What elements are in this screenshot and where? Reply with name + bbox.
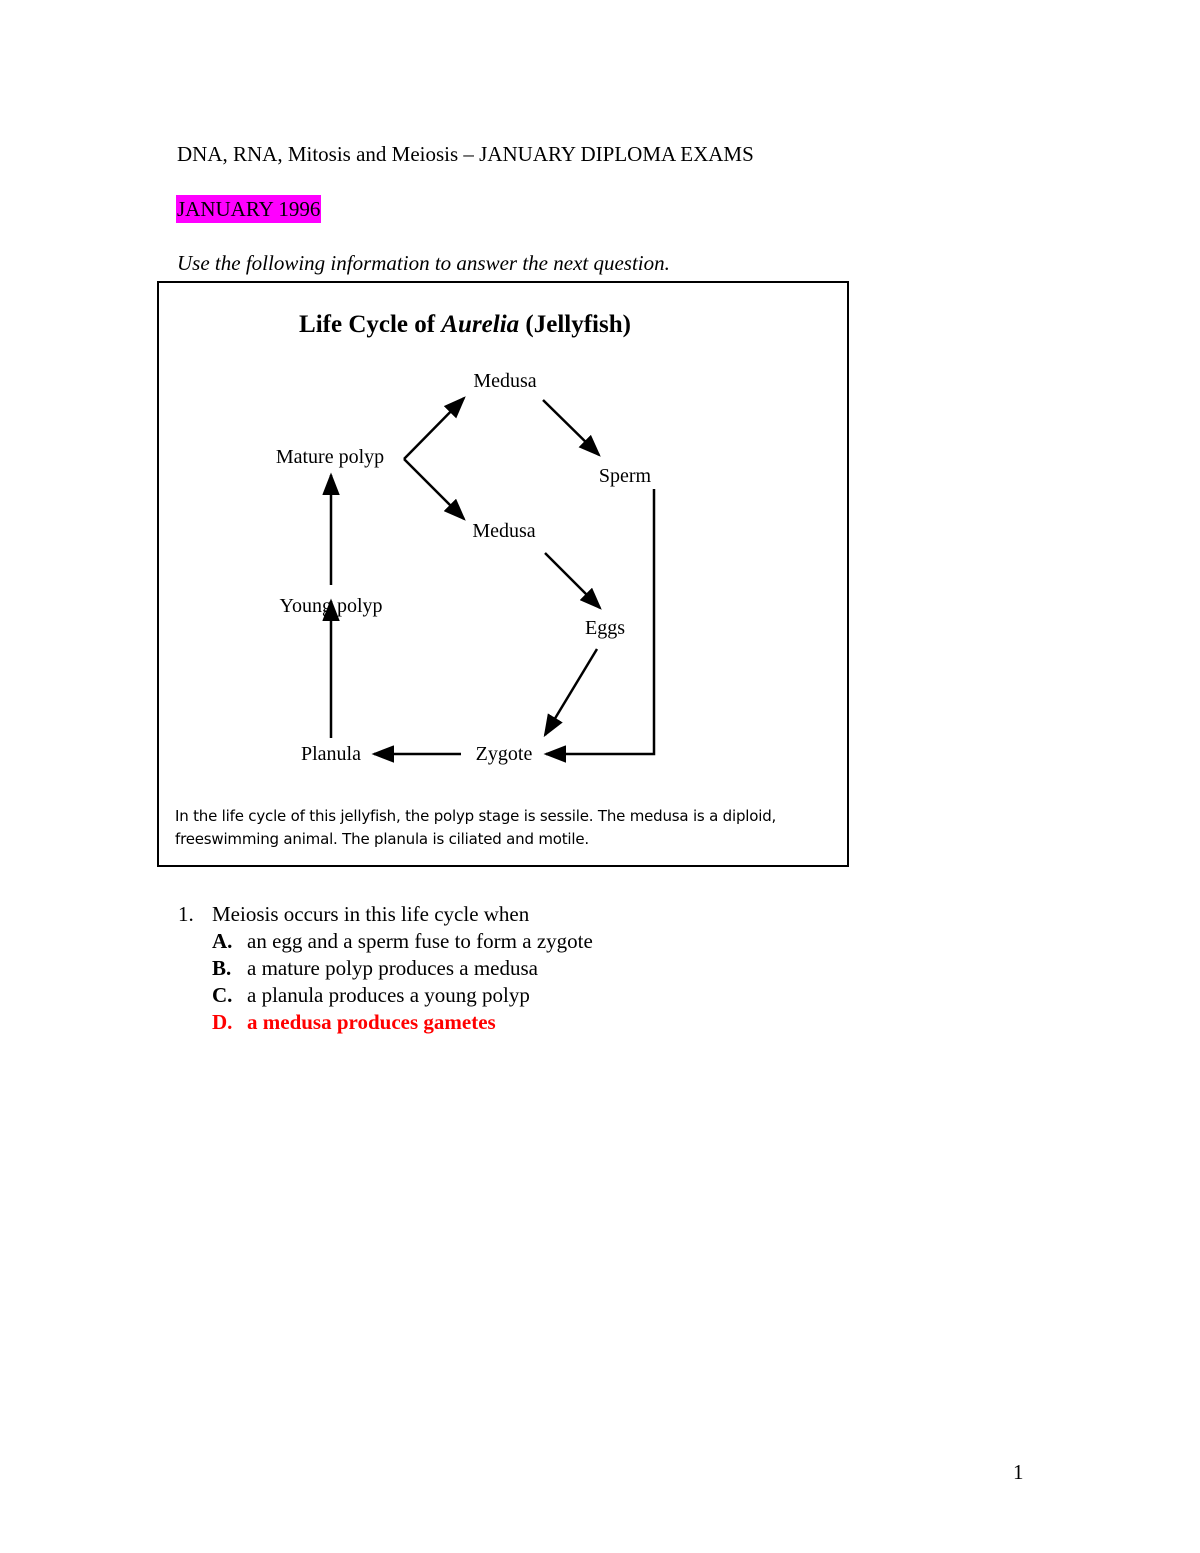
question-stem-text: Meiosis occurs in this life cycle when: [212, 902, 530, 926]
option-letter: B.: [212, 956, 232, 980]
diagram-caption: In the life cycle of this jellyfish, the polyp stage is sessile. The medusa is a diploid, freeswimming animal. The planula is ciliated and motile.: [175, 807, 777, 848]
diagram-title-prefix: Life Cycle of: [299, 311, 442, 338]
option-text: an egg and a sperm fuse to form a zygote: [247, 929, 593, 953]
stage-eggs: Eggs: [585, 617, 625, 639]
question-number: 1.: [178, 902, 194, 926]
option-letter: D.: [212, 1010, 233, 1034]
option-b: [178, 955, 593, 982]
stage-medusa-bottom: Medusa: [472, 520, 536, 542]
question-1: [178, 901, 593, 1036]
option-letter: A.: [212, 929, 233, 953]
option-text: a planula produces a young polyp: [247, 983, 530, 1007]
exam-date-highlight: JANUARY 1996: [177, 197, 321, 221]
option-letter: C.: [212, 983, 233, 1007]
stage-mature-polyp: Mature polyp: [275, 446, 385, 468]
arrow-medusa-to-eggs: [545, 553, 600, 608]
option-c: [178, 982, 593, 1009]
stage-zygote: Zygote: [475, 743, 533, 765]
arrow-mature-polyp-to-medusa-top: [404, 398, 464, 459]
option-d-correct-answer: [178, 1009, 593, 1036]
life-cycle-info-box: [157, 281, 849, 867]
arrow-eggs-to-zygote: [545, 649, 597, 735]
document-heading: DNA, RNA, Mitosis and Meiosis – JANUARY DIPLOMA EXAMS: [177, 142, 754, 166]
question-stem: [178, 901, 593, 928]
option-a: [178, 928, 593, 955]
instruction-text: Use the following information to answer the next question.: [177, 251, 670, 275]
diagram-title: [159, 311, 771, 339]
diagram-title-genus: Aurelia: [441, 311, 520, 338]
page-number: 1: [1013, 1460, 1024, 1484]
stage-sperm: Sperm: [598, 465, 652, 487]
arrow-mature-polyp-to-medusa-bottom: [404, 459, 464, 519]
diagram-title-suffix: (Jellyfish): [519, 311, 631, 338]
option-text: a medusa produces gametes: [247, 1010, 496, 1034]
stage-young-polyp: Young polyp: [279, 595, 383, 617]
arrow-medusa-to-sperm: [543, 400, 599, 455]
option-text: a mature polyp produces a medusa: [247, 956, 538, 980]
stage-planula: Planula: [301, 743, 361, 765]
stage-medusa-top: Medusa: [473, 370, 537, 392]
